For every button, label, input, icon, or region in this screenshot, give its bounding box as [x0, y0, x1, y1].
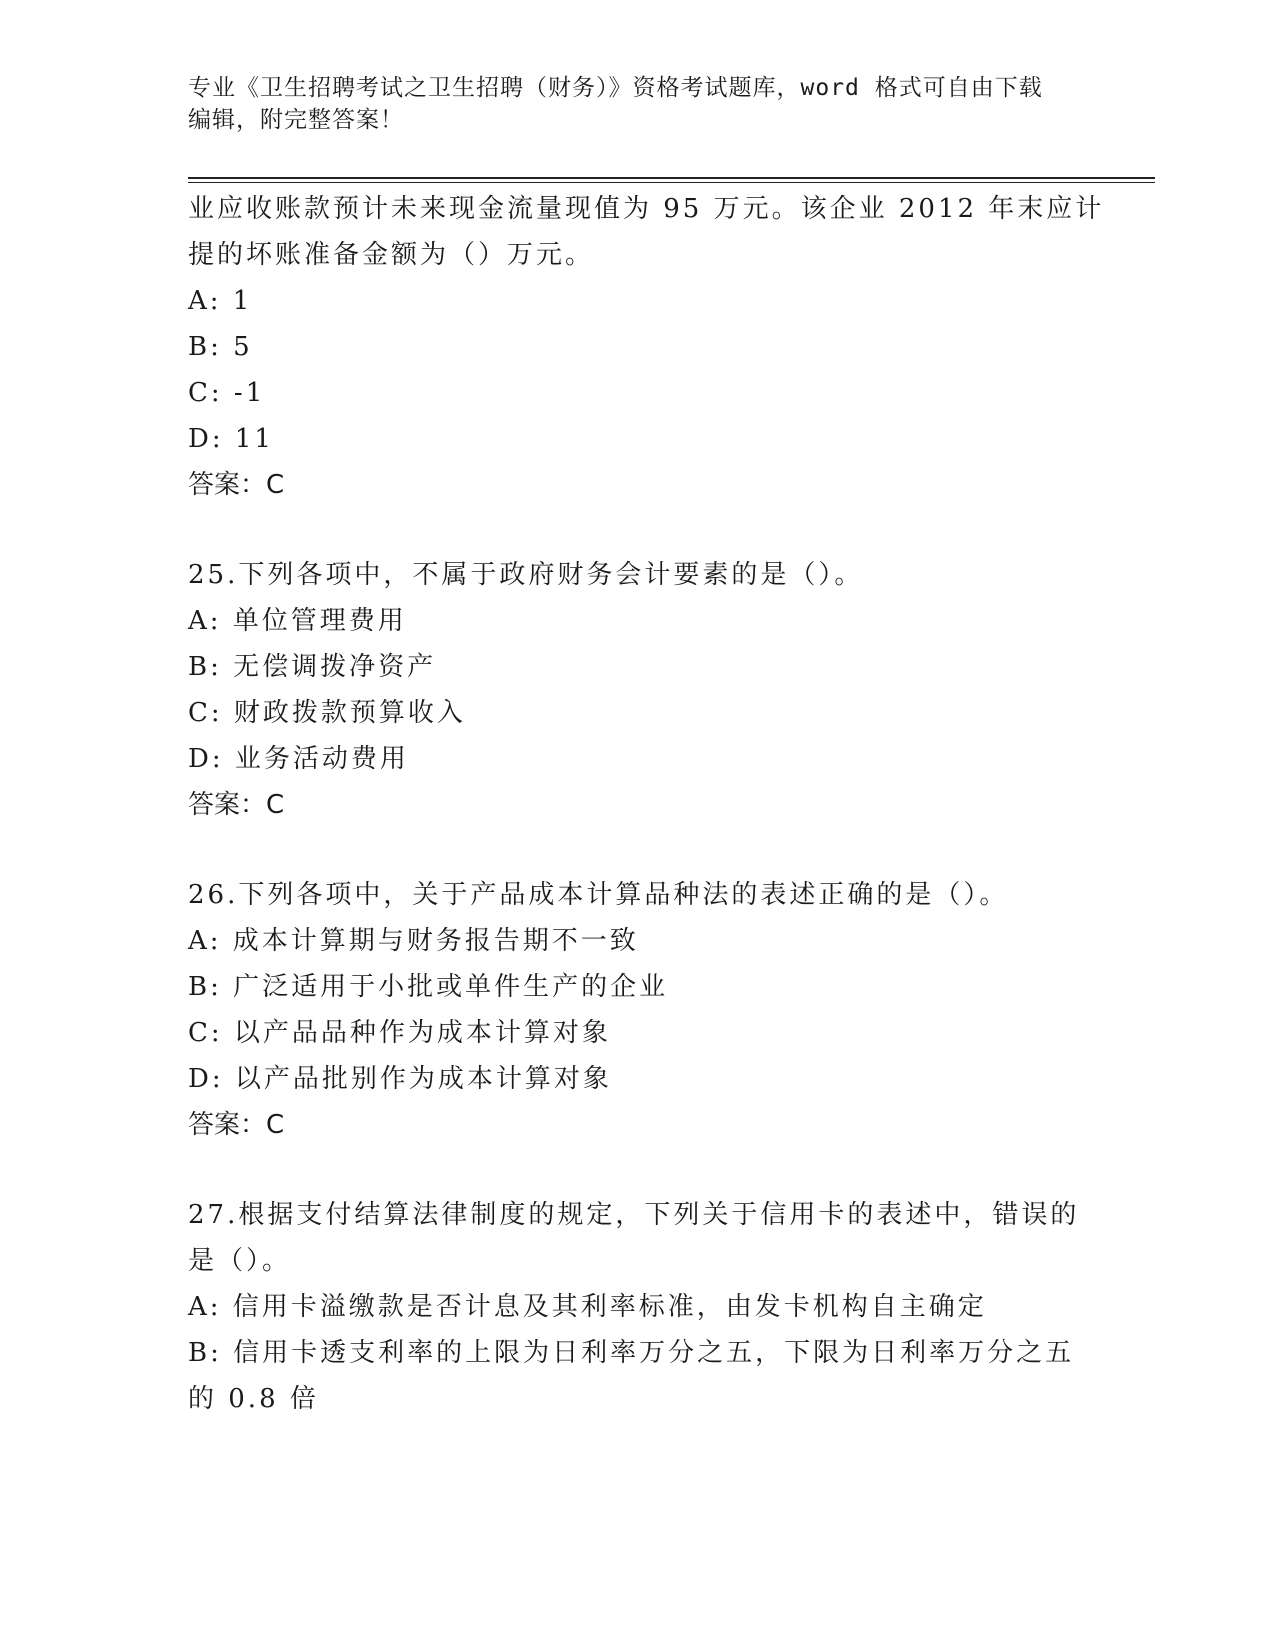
option-b: B: 无偿调拨净资产	[188, 652, 437, 682]
option-c: C: 财政拨款预算收入	[188, 698, 466, 728]
option-d: D: 11	[188, 424, 274, 454]
header-divider-top	[188, 177, 1155, 179]
header-line-2: 编辑，附完整答案！	[188, 107, 404, 133]
question-stem-line: 26.下列各项中，关于产品成本计算品种法的表述正确的是（）。	[188, 880, 1009, 910]
option-b-continued: 的 0.8 倍	[188, 1384, 319, 1414]
header-line-1: 专业《卫生招聘考试之卫生招聘（财务）》资格考试题库，word 格式可自由下载	[188, 75, 1043, 101]
header-divider-bottom	[188, 182, 1155, 183]
question-26	[188, 872, 1088, 1148]
answer-line: 答案：C	[188, 790, 285, 820]
option-b: B: 信用卡透支利率的上限为日利率万分之五，下限为日利率万分之五	[188, 1338, 1075, 1368]
document-header	[188, 72, 1088, 136]
question-content	[188, 186, 1105, 1422]
option-a: A: 成本计算期与财务报告期不一致	[188, 926, 639, 956]
question-stem-line: 业应收账款预计未来现金流量现值为 95 万元。该企业 2012 年末应计	[188, 194, 1105, 224]
option-d: D: 以产品批别作为成本计算对象	[188, 1064, 612, 1094]
question-stem-line: 27.根据支付结算法律制度的规定，下列关于信用卡的表述中，错误的	[188, 1200, 1080, 1230]
question-24-continuation	[188, 186, 1105, 508]
question-stem-line: 提的坏账准备金额为（）万元。	[188, 240, 595, 270]
answer-line: 答案：C	[188, 1110, 285, 1140]
question-stem-line: 是（）。	[188, 1246, 292, 1276]
option-a: A: 1	[188, 286, 253, 316]
option-a: A: 单位管理费用	[188, 606, 407, 636]
option-c: C: 以产品品种作为成本计算对象	[188, 1018, 611, 1048]
option-d: D: 业务活动费用	[188, 744, 409, 774]
option-b: B: 5	[188, 332, 253, 362]
question-27	[188, 1192, 1088, 1422]
option-a: A: 信用卡溢缴款是否计息及其利率标准，由发卡机构自主确定	[188, 1292, 987, 1322]
answer-line: 答案：C	[188, 470, 285, 500]
option-c: C: -1	[188, 378, 266, 408]
question-25	[188, 552, 1088, 828]
question-stem-line: 25.下列各项中，不属于政府财务会计要素的是（）。	[188, 560, 864, 590]
option-b: B: 广泛适用于小批或单件生产的企业	[188, 972, 669, 1002]
